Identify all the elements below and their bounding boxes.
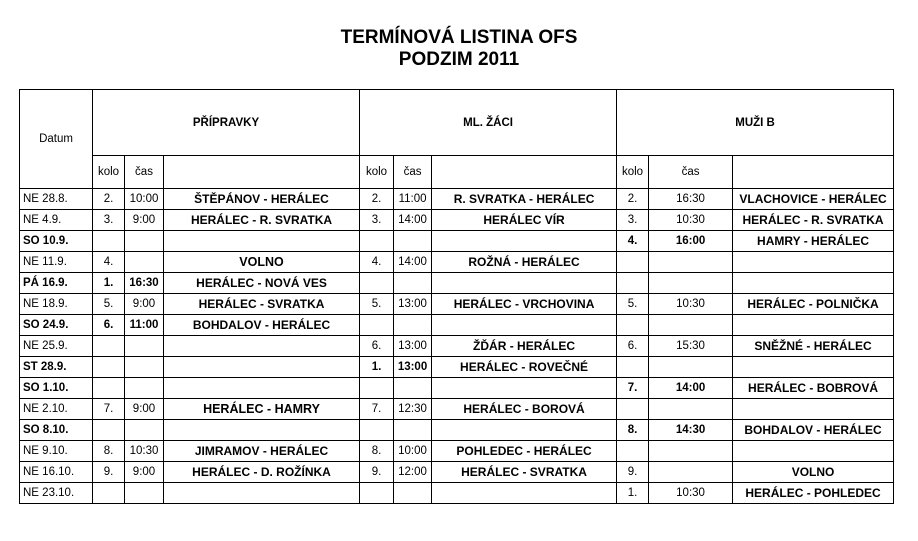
header-cas: čas xyxy=(394,156,432,189)
table-row xyxy=(20,252,894,273)
match-cell xyxy=(733,399,894,420)
time-cell xyxy=(649,252,733,273)
time-cell xyxy=(649,462,733,483)
date-cell: NE 11.9. xyxy=(20,252,93,273)
kolo-cell: 7. xyxy=(360,399,394,420)
time-cell xyxy=(394,420,432,441)
match-cell: ŽĎÁR - HERÁLEC xyxy=(432,336,617,357)
kolo-cell: 9. xyxy=(617,462,649,483)
time-cell xyxy=(649,399,733,420)
kolo-cell xyxy=(93,336,125,357)
time-cell: 9:00 xyxy=(125,210,164,231)
match-cell xyxy=(432,231,617,252)
time-cell xyxy=(394,273,432,294)
header-match xyxy=(432,156,617,189)
match-cell: POHLEDEC - HERÁLEC xyxy=(432,441,617,462)
time-cell xyxy=(649,273,733,294)
kolo-cell: 7. xyxy=(617,378,649,399)
time-cell xyxy=(394,483,432,504)
table-row xyxy=(20,336,894,357)
time-cell: 10:30 xyxy=(649,483,733,504)
header-pripravky: PŘÍPRAVKY xyxy=(93,90,360,156)
header-match xyxy=(164,156,360,189)
match-cell xyxy=(432,420,617,441)
date-cell: SO 8.10. xyxy=(20,420,93,441)
table-row xyxy=(20,399,894,420)
kolo-cell: 3. xyxy=(360,210,394,231)
table-row xyxy=(20,315,894,336)
page-subtitle: PODZIM 2011 xyxy=(398,49,520,70)
match-cell: HERÁLEC - R. SVRATKA xyxy=(733,210,894,231)
time-cell: 16:30 xyxy=(125,273,164,294)
match-cell: VOLNO xyxy=(164,252,360,273)
kolo-cell: 5. xyxy=(93,294,125,315)
time-cell: 10:30 xyxy=(649,294,733,315)
time-cell: 14:00 xyxy=(649,378,733,399)
match-cell xyxy=(164,378,360,399)
time-cell xyxy=(125,231,164,252)
header-kolo: kolo xyxy=(93,156,125,189)
kolo-cell xyxy=(360,420,394,441)
table-row xyxy=(20,294,894,315)
date-cell: SO 1.10. xyxy=(20,378,93,399)
page-title: TERMÍNOVÁ LISTINA OFS xyxy=(340,27,578,48)
header-row-groups xyxy=(20,90,894,156)
kolo-cell: 6. xyxy=(360,336,394,357)
kolo-cell: 5. xyxy=(360,294,394,315)
time-cell: 14:30 xyxy=(649,420,733,441)
time-cell xyxy=(125,252,164,273)
date-cell: NE 18.9. xyxy=(20,294,93,315)
date-cell: NE 9.10. xyxy=(20,441,93,462)
match-cell: HERÁLEC - BOROVÁ xyxy=(432,399,617,420)
time-cell xyxy=(649,315,733,336)
kolo-cell: 4. xyxy=(360,252,394,273)
time-cell xyxy=(394,231,432,252)
time-cell: 14:00 xyxy=(394,210,432,231)
match-cell xyxy=(733,273,894,294)
table-row xyxy=(20,378,894,399)
header-match xyxy=(733,156,894,189)
header-muzi-b: MUŽI B xyxy=(617,90,894,156)
time-cell: 9:00 xyxy=(125,462,164,483)
table-row xyxy=(20,483,894,504)
time-cell: 12:00 xyxy=(394,462,432,483)
kolo-cell xyxy=(617,315,649,336)
kolo-cell: 1. xyxy=(617,483,649,504)
time-cell: 16:00 xyxy=(649,231,733,252)
kolo-cell: 7. xyxy=(93,399,125,420)
time-cell: 13:00 xyxy=(394,357,432,378)
header-cas: čas xyxy=(125,156,164,189)
header-cas: čas xyxy=(649,156,733,189)
match-cell: HERÁLEC VÍR xyxy=(432,210,617,231)
match-cell: HERÁLEC - SVRATKA xyxy=(432,462,617,483)
match-cell: HERÁLEC - ROVEČNÉ xyxy=(432,357,617,378)
time-cell: 14:00 xyxy=(394,252,432,273)
time-cell: 10:30 xyxy=(125,441,164,462)
date-cell: NE 23.10. xyxy=(20,483,93,504)
match-cell: HERÁLEC - POHLEDEC xyxy=(733,483,894,504)
match-cell: HERÁLEC - NOVÁ VES xyxy=(164,273,360,294)
kolo-cell: 3. xyxy=(93,210,125,231)
kolo-cell xyxy=(617,252,649,273)
time-cell xyxy=(125,378,164,399)
kolo-cell xyxy=(93,231,125,252)
match-cell: HERÁLEC - R. SVRATKA xyxy=(164,210,360,231)
kolo-cell: 9. xyxy=(93,462,125,483)
time-cell xyxy=(125,357,164,378)
match-cell: VLACHOVICE - HERÁLEC xyxy=(733,189,894,210)
match-cell: BOHDALOV - HERÁLEC xyxy=(164,315,360,336)
table-row xyxy=(20,441,894,462)
date-cell: NE 16.10. xyxy=(20,462,93,483)
kolo-cell: 8. xyxy=(360,441,394,462)
date-cell: ST 28.9. xyxy=(20,357,93,378)
table-row xyxy=(20,189,894,210)
date-cell: NE 4.9. xyxy=(20,210,93,231)
kolo-cell xyxy=(617,441,649,462)
table-row xyxy=(20,357,894,378)
match-cell: HERÁLEC - D. ROŽÍNKA xyxy=(164,462,360,483)
kolo-cell: 4. xyxy=(617,231,649,252)
match-cell xyxy=(164,420,360,441)
kolo-cell: 1. xyxy=(360,357,394,378)
kolo-cell xyxy=(93,420,125,441)
kolo-cell xyxy=(93,483,125,504)
table-row xyxy=(20,420,894,441)
time-cell: 10:30 xyxy=(649,210,733,231)
match-cell xyxy=(733,357,894,378)
match-cell: ROŽNÁ - HERÁLEC xyxy=(432,252,617,273)
table-row xyxy=(20,462,894,483)
header-row-columns xyxy=(20,156,894,189)
kolo-cell xyxy=(93,357,125,378)
match-cell xyxy=(432,483,617,504)
schedule-table xyxy=(19,89,894,504)
match-cell xyxy=(733,441,894,462)
date-cell: NE 25.9. xyxy=(20,336,93,357)
time-cell: 9:00 xyxy=(125,294,164,315)
kolo-cell xyxy=(93,378,125,399)
kolo-cell: 2. xyxy=(360,189,394,210)
date-cell: SO 10.9. xyxy=(20,231,93,252)
match-cell xyxy=(164,231,360,252)
time-cell xyxy=(125,483,164,504)
kolo-cell xyxy=(360,378,394,399)
time-cell: 9:00 xyxy=(125,399,164,420)
time-cell xyxy=(394,378,432,399)
time-cell: 10:00 xyxy=(125,189,164,210)
time-cell: 13:00 xyxy=(394,336,432,357)
kolo-cell: 8. xyxy=(617,420,649,441)
kolo-cell: 4. xyxy=(93,252,125,273)
kolo-cell: 9. xyxy=(360,462,394,483)
match-cell xyxy=(164,336,360,357)
time-cell: 12:30 xyxy=(394,399,432,420)
match-cell: R. SVRATKA - HERÁLEC xyxy=(432,189,617,210)
match-cell xyxy=(432,273,617,294)
time-cell: 11:00 xyxy=(394,189,432,210)
time-cell: 16:30 xyxy=(649,189,733,210)
date-cell: SO 24.9. xyxy=(20,315,93,336)
header-ml-zaci: ML. ŽÁCI xyxy=(360,90,617,156)
time-cell: 15:30 xyxy=(649,336,733,357)
match-cell xyxy=(733,315,894,336)
date-cell: PÁ 16.9. xyxy=(20,273,93,294)
date-cell: NE 28.8. xyxy=(20,189,93,210)
match-cell xyxy=(432,315,617,336)
table-row xyxy=(20,231,894,252)
time-cell xyxy=(125,420,164,441)
header-kolo: kolo xyxy=(360,156,394,189)
match-cell: HERÁLEC - POLNIČKA xyxy=(733,294,894,315)
kolo-cell: 6. xyxy=(93,315,125,336)
kolo-cell: 6. xyxy=(617,336,649,357)
match-cell: ŠTĚPÁNOV - HERÁLEC xyxy=(164,189,360,210)
table-row xyxy=(20,273,894,294)
kolo-cell: 2. xyxy=(93,189,125,210)
time-cell xyxy=(394,315,432,336)
kolo-cell xyxy=(617,357,649,378)
kolo-cell xyxy=(360,231,394,252)
match-cell: HERÁLEC - BOBROVÁ xyxy=(733,378,894,399)
kolo-cell xyxy=(360,273,394,294)
time-cell xyxy=(649,441,733,462)
kolo-cell: 5. xyxy=(617,294,649,315)
match-cell: HERÁLEC - HAMRY xyxy=(164,399,360,420)
header-kolo: kolo xyxy=(617,156,649,189)
kolo-cell: 8. xyxy=(93,441,125,462)
kolo-cell xyxy=(617,273,649,294)
match-cell: HERÁLEC - VRCHOVINA xyxy=(432,294,617,315)
kolo-cell: 2. xyxy=(617,189,649,210)
date-cell: NE 2.10. xyxy=(20,399,93,420)
kolo-cell: 1. xyxy=(93,273,125,294)
kolo-cell: 3. xyxy=(617,210,649,231)
time-cell: 13:00 xyxy=(394,294,432,315)
kolo-cell xyxy=(617,399,649,420)
kolo-cell xyxy=(360,315,394,336)
time-cell: 11:00 xyxy=(125,315,164,336)
match-cell xyxy=(164,483,360,504)
match-cell xyxy=(733,252,894,273)
table-row xyxy=(20,210,894,231)
match-cell: SNĚŽNÉ - HERÁLEC xyxy=(733,336,894,357)
match-cell: BOHDALOV - HERÁLEC xyxy=(733,420,894,441)
time-cell xyxy=(125,336,164,357)
time-cell: 10:00 xyxy=(394,441,432,462)
kolo-cell xyxy=(360,483,394,504)
match-cell: VOLNO xyxy=(733,462,894,483)
time-cell xyxy=(649,357,733,378)
match-cell: HERÁLEC - SVRATKA xyxy=(164,294,360,315)
match-cell xyxy=(432,378,617,399)
header-datum: Datum xyxy=(20,90,93,189)
match-cell: HAMRY - HERÁLEC xyxy=(733,231,894,252)
match-cell xyxy=(164,357,360,378)
match-cell: JIMRAMOV - HERÁLEC xyxy=(164,441,360,462)
